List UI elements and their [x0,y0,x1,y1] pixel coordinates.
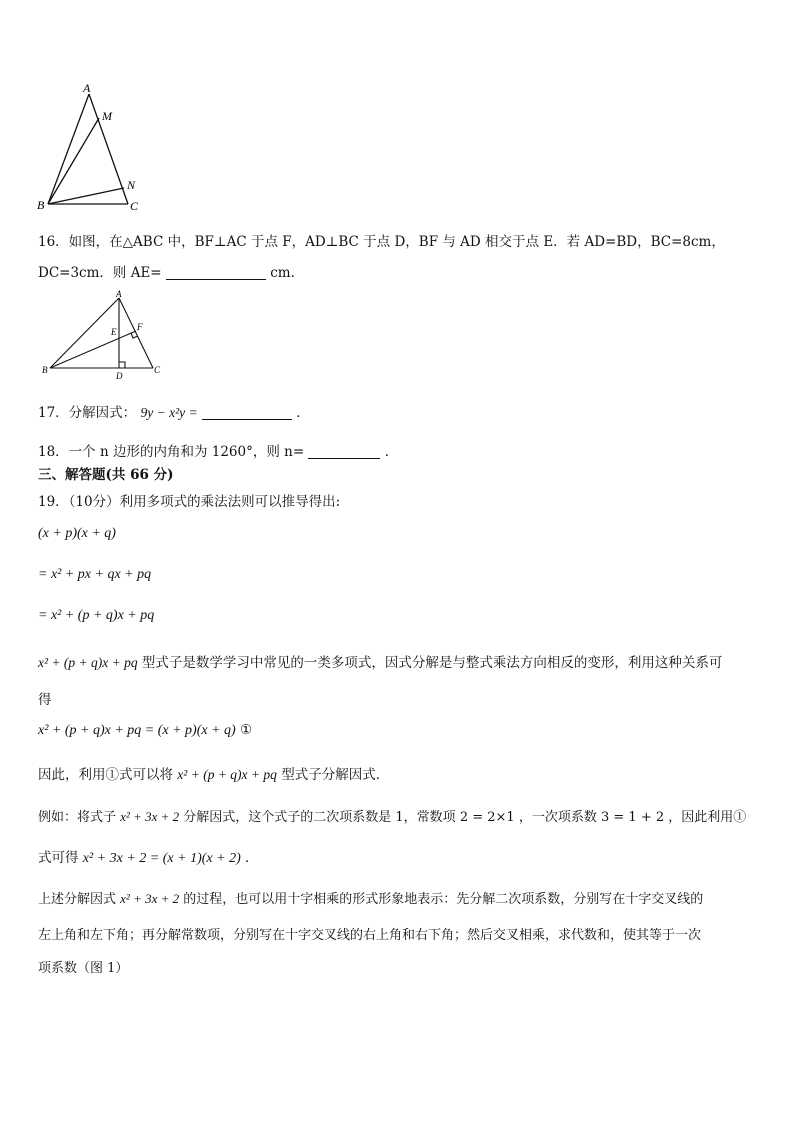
triangle-figure-2 [36,288,176,380]
q19-ex2-prefix: 式可得 [38,850,79,866]
q19-p1-end: 得 [38,692,52,708]
q19-eq3: = x² + (p + q)x + pq [38,608,155,623]
q19-ex-mid2: ，一次项系数 [518,810,597,825]
q19-cross1-prefix: 上述分解因式 [38,892,117,907]
q16-line2-suffix: cm． [270,265,305,281]
label-d: D [116,371,123,380]
q19-ex2-expression: x² + 3x + 2 = (x + 1)(x + 2) [82,851,241,866]
label-b: B [42,365,48,375]
q19-cross-line3: 项系数（图 1） [38,961,129,976]
q19-intro: 19．（10分）利用多项式的乘法法则可以推导得出: [38,494,341,510]
label-b: B [37,198,45,212]
q18-answer-blank[interactable] [308,444,380,459]
right-angle-d [119,362,125,368]
q19-p2-expression: x² + (p + q)x + pq [177,767,277,782]
q18-prefix: 18．一个 n 边形的内角和为 1260°，则 n= [38,444,305,460]
side-ab [48,94,89,204]
q16-line2-prefix: DC=3cm．则 AE= [38,265,162,281]
q17-answer-blank[interactable] [202,405,292,420]
side-ac [119,298,153,368]
q17-suffix: ． [296,405,310,421]
section-3-heading: 三、解答题(共 66 分) [38,467,174,483]
label-e: E [111,327,117,337]
q19-p2-suffix: 型式子分解因式． [281,767,390,783]
q18-line [38,440,398,460]
q19-p2-prefix: 因此，利用①式可以将 [38,767,173,783]
q19-example-line1 [38,806,746,825]
q19-ex-expression: x² + 3x + 2 [120,809,180,824]
q19-p1-expression: x² + (p + q)x + pq [38,655,138,670]
triangle-figure-1 [34,80,154,215]
q16-line2 [38,261,304,281]
label-n: N [127,178,136,192]
q19-identity: x² + (p + q)x + pq = (x + p)(x + q) [38,723,236,738]
q19-p1-text: 型式子是数学学习中常见的一类多项式，因式分解是与整式乘法方向相反的变形，利用这种关系可 [141,655,723,671]
q19-cross-line1 [38,888,703,907]
q19-ex-end: ，因此利用① [668,810,747,825]
q19-identity-line [38,722,252,739]
label-a: A [116,289,122,299]
label-a: A [83,81,91,95]
label-c: C [154,365,161,375]
q16-answer-blank[interactable] [166,265,266,280]
q19-eq2: = x² + px + qx + pq [38,567,152,582]
label-m: M [102,109,112,123]
q19-paragraph2 [38,763,389,783]
q19-cross1-text: 的过程，也可以用十字相乘的形式形象地表示：先分解二次项系数，分别写在十字交叉线的 [183,892,704,907]
label-c: C [130,199,139,213]
q19-ex-const: 2 = 2×1 [459,810,515,825]
q17-expression: 9y − x²y = [140,405,198,420]
q17-line [38,401,310,421]
q18-suffix: ． [384,444,399,460]
q19-identity-mark: ① [240,722,253,738]
q19-example-line2 [38,846,259,867]
q19-eq1: (x + p)(x + q) [38,526,116,541]
q19-cross-line2: 左上角和左下角；再分解常数项，分别写在十字交叉线的右上角和右下角；然后交叉相乘，求代数和，使其等于一次 [38,928,702,943]
segment-bn [48,188,124,204]
q19-ex2-end: ． [245,850,259,866]
q19-ex-linear: 3 = 1 + 2 [601,810,665,825]
label-f: F [137,322,143,332]
q19-ex-prefix: 例如：将式子 [38,810,117,825]
side-ab [50,298,119,368]
segment-bm [48,118,99,204]
q17-prefix: 17．分解因式： [38,405,137,421]
q19-paragraph1 [38,651,722,671]
q16-line1: 16．如图，在△ABC 中，BF⊥AC 于点 F，AD⊥BC 于点 D，BF 与 AD 相交于点 E．若 AD=BD，BC=8cm， [38,234,725,250]
q19-ex-mid1: 分解因式，这个式子的二次项系数是 1，常数项 [183,810,456,825]
q19-cross1-expression: x² + 3x + 2 [120,891,180,906]
